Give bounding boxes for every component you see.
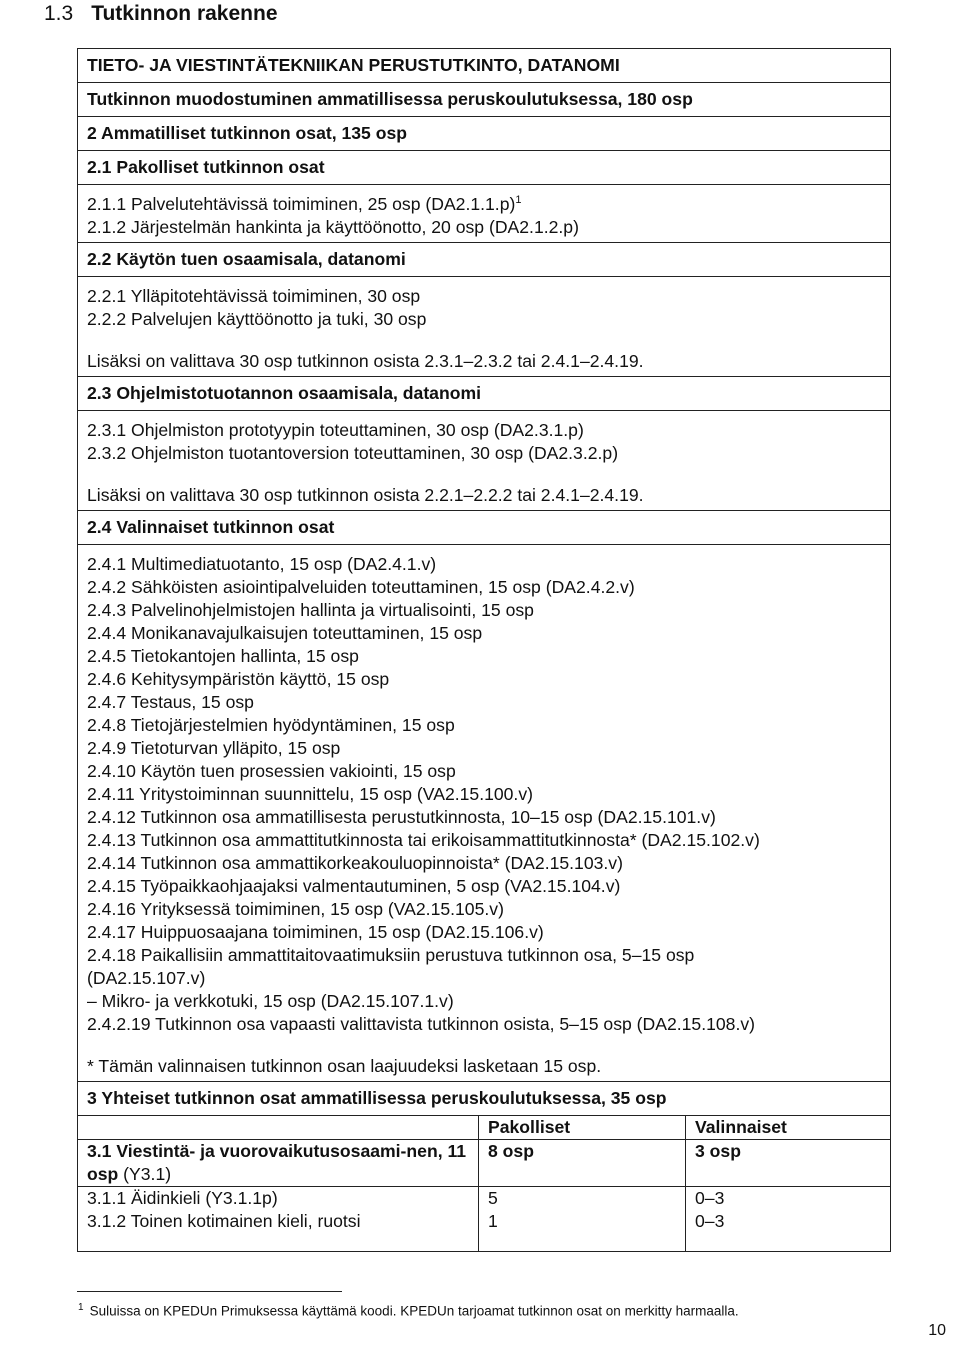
list-item: 2.4.18 Paikallisiin ammattitaitovaatimuksiin perustuva tutkinnon osa, 5–15 osp <box>87 945 695 965</box>
list-item: 2.4.17 Huippuosaajana toimiminen, 15 osp (DA2.15.106.v) <box>87 922 544 942</box>
competence-23-note: Lisäksi on valittava 30 osp tutkinnon osista 2.2.1–2.2.2 tai 2.4.1–2.4.19. <box>87 485 644 505</box>
optional-title: 2.4 Valinnaiset tutkinnon osat <box>87 517 335 537</box>
list-item: 2.3.1 Ohjelmiston prototyypin toteuttaminen, 30 osp (DA2.3.1.p) <box>87 420 584 440</box>
optional-note: * Tämän valinnaisen tutkinnon osan laajuudeksi lasketaan 15 osp. <box>87 1056 602 1076</box>
column-header-mandatory: Pakolliset <box>479 1116 686 1140</box>
formation-row <box>78 83 890 117</box>
list-item: 2.4.1 Multimediatuotanto, 15 osp (DA2.4.1.v) <box>87 554 437 574</box>
table-cell: 0–3 <box>695 1211 725 1231</box>
list-item: 2.4.12 Tutkinnon osa ammatillisesta perustutkinnosta, 10–15 osp (DA2.15.101.v) <box>87 807 716 827</box>
list-item: 2.4.11 Yritystoiminnan suunnittelu, 15 osp (VA2.15.100.v) <box>87 784 533 804</box>
list-item: 2.4.4 Monikanavajulkaisujen toteuttaminen, 15 osp <box>87 623 483 643</box>
list-item: 2.4.14 Tutkinnon osa ammattikorkeakouluopinnoista* (DA2.15.103.v) <box>87 853 623 873</box>
vocational-row <box>78 117 890 151</box>
column-header-optional: Valinnaiset <box>695 1117 787 1137</box>
table-cell: 1 <box>479 1210 686 1251</box>
list-item: 2.4.9 Tietoturvan ylläpito, 15 osp <box>87 738 341 758</box>
degree-structure-table <box>77 48 891 1252</box>
formation-title: Tutkinnon muodostuminen ammatillisessa peruskoulutuksessa, 180 osp <box>87 89 693 109</box>
page-number: 10 <box>928 1322 946 1339</box>
vocational-title: 2 Ammatilliset tutkinnon osat, 135 osp <box>87 123 408 143</box>
optional-items-row <box>78 545 890 1082</box>
list-item: 2.1.1 Palvelutehtävissä toimiminen, 25 osp $(DA2.1.1.p)^1$ <box>87 194 522 214</box>
list-item: 2.1.2 Järjestelmän hankinta ja käyttöönotto, 20 osp (DA2.1.2.p) <box>87 217 579 237</box>
competence-23-title: 2.3 Ohjelmistotuotannon osaamisala, datanomi <box>87 383 481 403</box>
table-cell: 3.1.2 Toinen kotimainen kieli, ruotsi <box>78 1210 479 1251</box>
list-item: 2.4.6 Kehitysympäristön käyttö, 15 osp <box>87 669 390 689</box>
list-item: 2.4.16 Yrityksessä toimiminen, 15 osp (VA2.15.105.v) <box>87 899 504 919</box>
common-title: 3 Yhteiset tutkinnon osat ammatillisessa peruskoulutuksessa, 35 osp <box>87 1088 667 1108</box>
table-row <box>78 1187 890 1211</box>
optional-header-row <box>78 511 890 545</box>
common-table-row <box>78 1116 890 1251</box>
mandatory-items-row <box>78 185 890 243</box>
table-header-row <box>78 1116 890 1140</box>
list-item: 2.2.2 Palvelujen käyttöönotto ja tuki, 30 osp <box>87 309 427 329</box>
footnote-text: Suluissa on KPEDUn Primuksessa käyttämä koodi. KPEDUn tarjoamat tutkinnon osat on merkitty harmaalla. <box>89 1303 739 1319</box>
table-cell: 3 osp <box>686 1140 891 1187</box>
competence-23-items-row <box>78 411 890 511</box>
section-number: 1.3 <box>44 2 74 25</box>
mandatory-header-row <box>78 151 890 185</box>
list-item: 2.4.5 Tietokantojen hallinta, 15 osp <box>87 646 359 666</box>
common-header-row <box>78 1082 890 1116</box>
spacer <box>87 1036 881 1055</box>
list-item: 2.2.1 Ylläpitotehtävissä toimiminen, 30 osp <box>87 286 421 306</box>
competence-22-note: Lisäksi on valittava 30 osp tutkinnon osista 2.3.1–2.3.2 tai 2.4.1–2.4.19. <box>87 351 644 371</box>
table-cell: 3.1 Viestintä- ja vuorovaikutusosaami-nen, 11 osp (Y3.1) <box>78 1140 479 1187</box>
mandatory-title: 2.1 Pakolliset tutkinnon osat <box>87 157 325 177</box>
competence-22-header-row <box>78 243 890 277</box>
list-item: 2.4.13 Tutkinnon osa ammattitutkinnosta tai erikoisammattitutkinnosta* (DA2.15.102.v) <box>87 830 760 850</box>
list-item: 2.3.2 Ohjelmiston tuotantoversion toteuttaminen, 30 osp (DA2.3.2.p) <box>87 443 619 463</box>
table-cell: 3.1.1 Äidinkieli (Y3.1.1p) <box>78 1187 479 1211</box>
competence-22-items-row <box>78 277 890 377</box>
list-item: 2.4.10 Käytön tuen prosessien vakiointi, 15 osp <box>87 761 456 781</box>
list-item: (DA2.15.107.v) <box>87 968 206 988</box>
list-item: 2.4.7 Testaus, 15 osp <box>87 692 254 712</box>
list-item: 2.4.2 Sähköisten asiointipalveluiden toteuttaminen, 15 osp (DA2.4.2.v) <box>87 577 635 597</box>
footnote-ref: 1 <box>515 194 522 207</box>
list-item: – Mikro- ja verkkotuki, 15 osp (DA2.15.107.1.v) <box>87 991 454 1011</box>
table-row <box>78 1210 890 1251</box>
table-cell: 0–3 <box>686 1187 891 1211</box>
footnote-divider <box>77 1291 342 1292</box>
list-item: 2.4.3 Palvelinohjelmistojen hallinta ja virtualisointi, 15 osp <box>87 600 534 620</box>
table-cell: 5 <box>479 1187 686 1211</box>
competence-22-title: 2.2 Käytön tuen osaamisala, datanomi <box>87 249 406 269</box>
degree-title-row <box>78 49 890 83</box>
degree-title: TIETO- JA VIESTINTÄTEKNIIKAN PERUSTUTKINTO, DATANOMI <box>87 55 620 75</box>
common-units-table <box>78 1116 890 1251</box>
list-item: 2.4.8 Tietojärjestelmien hyödyntäminen, 15 osp <box>87 715 455 735</box>
list-item: 2.4.2.19 Tutkinnon osa vapaasti valittavista tutkinnon osista, 5–15 osp (DA2.15.108.v) <box>87 1014 755 1034</box>
section-heading <box>44 2 278 26</box>
footnote-marker: 1 <box>78 1302 84 1313</box>
spacer <box>87 465 881 484</box>
table-cell: 8 osp <box>479 1140 686 1187</box>
footnote <box>78 1302 739 1319</box>
section-title: Tutkinnon rakenne <box>91 2 278 25</box>
table-header-blank <box>78 1116 479 1140</box>
competence-23-header-row <box>78 377 890 411</box>
list-item: 2.4.15 Työpaikkaohjaajaksi valmentautuminen, 5 osp (VA2.15.104.v) <box>87 876 621 896</box>
table-row <box>78 1140 890 1187</box>
spacer <box>87 331 881 350</box>
